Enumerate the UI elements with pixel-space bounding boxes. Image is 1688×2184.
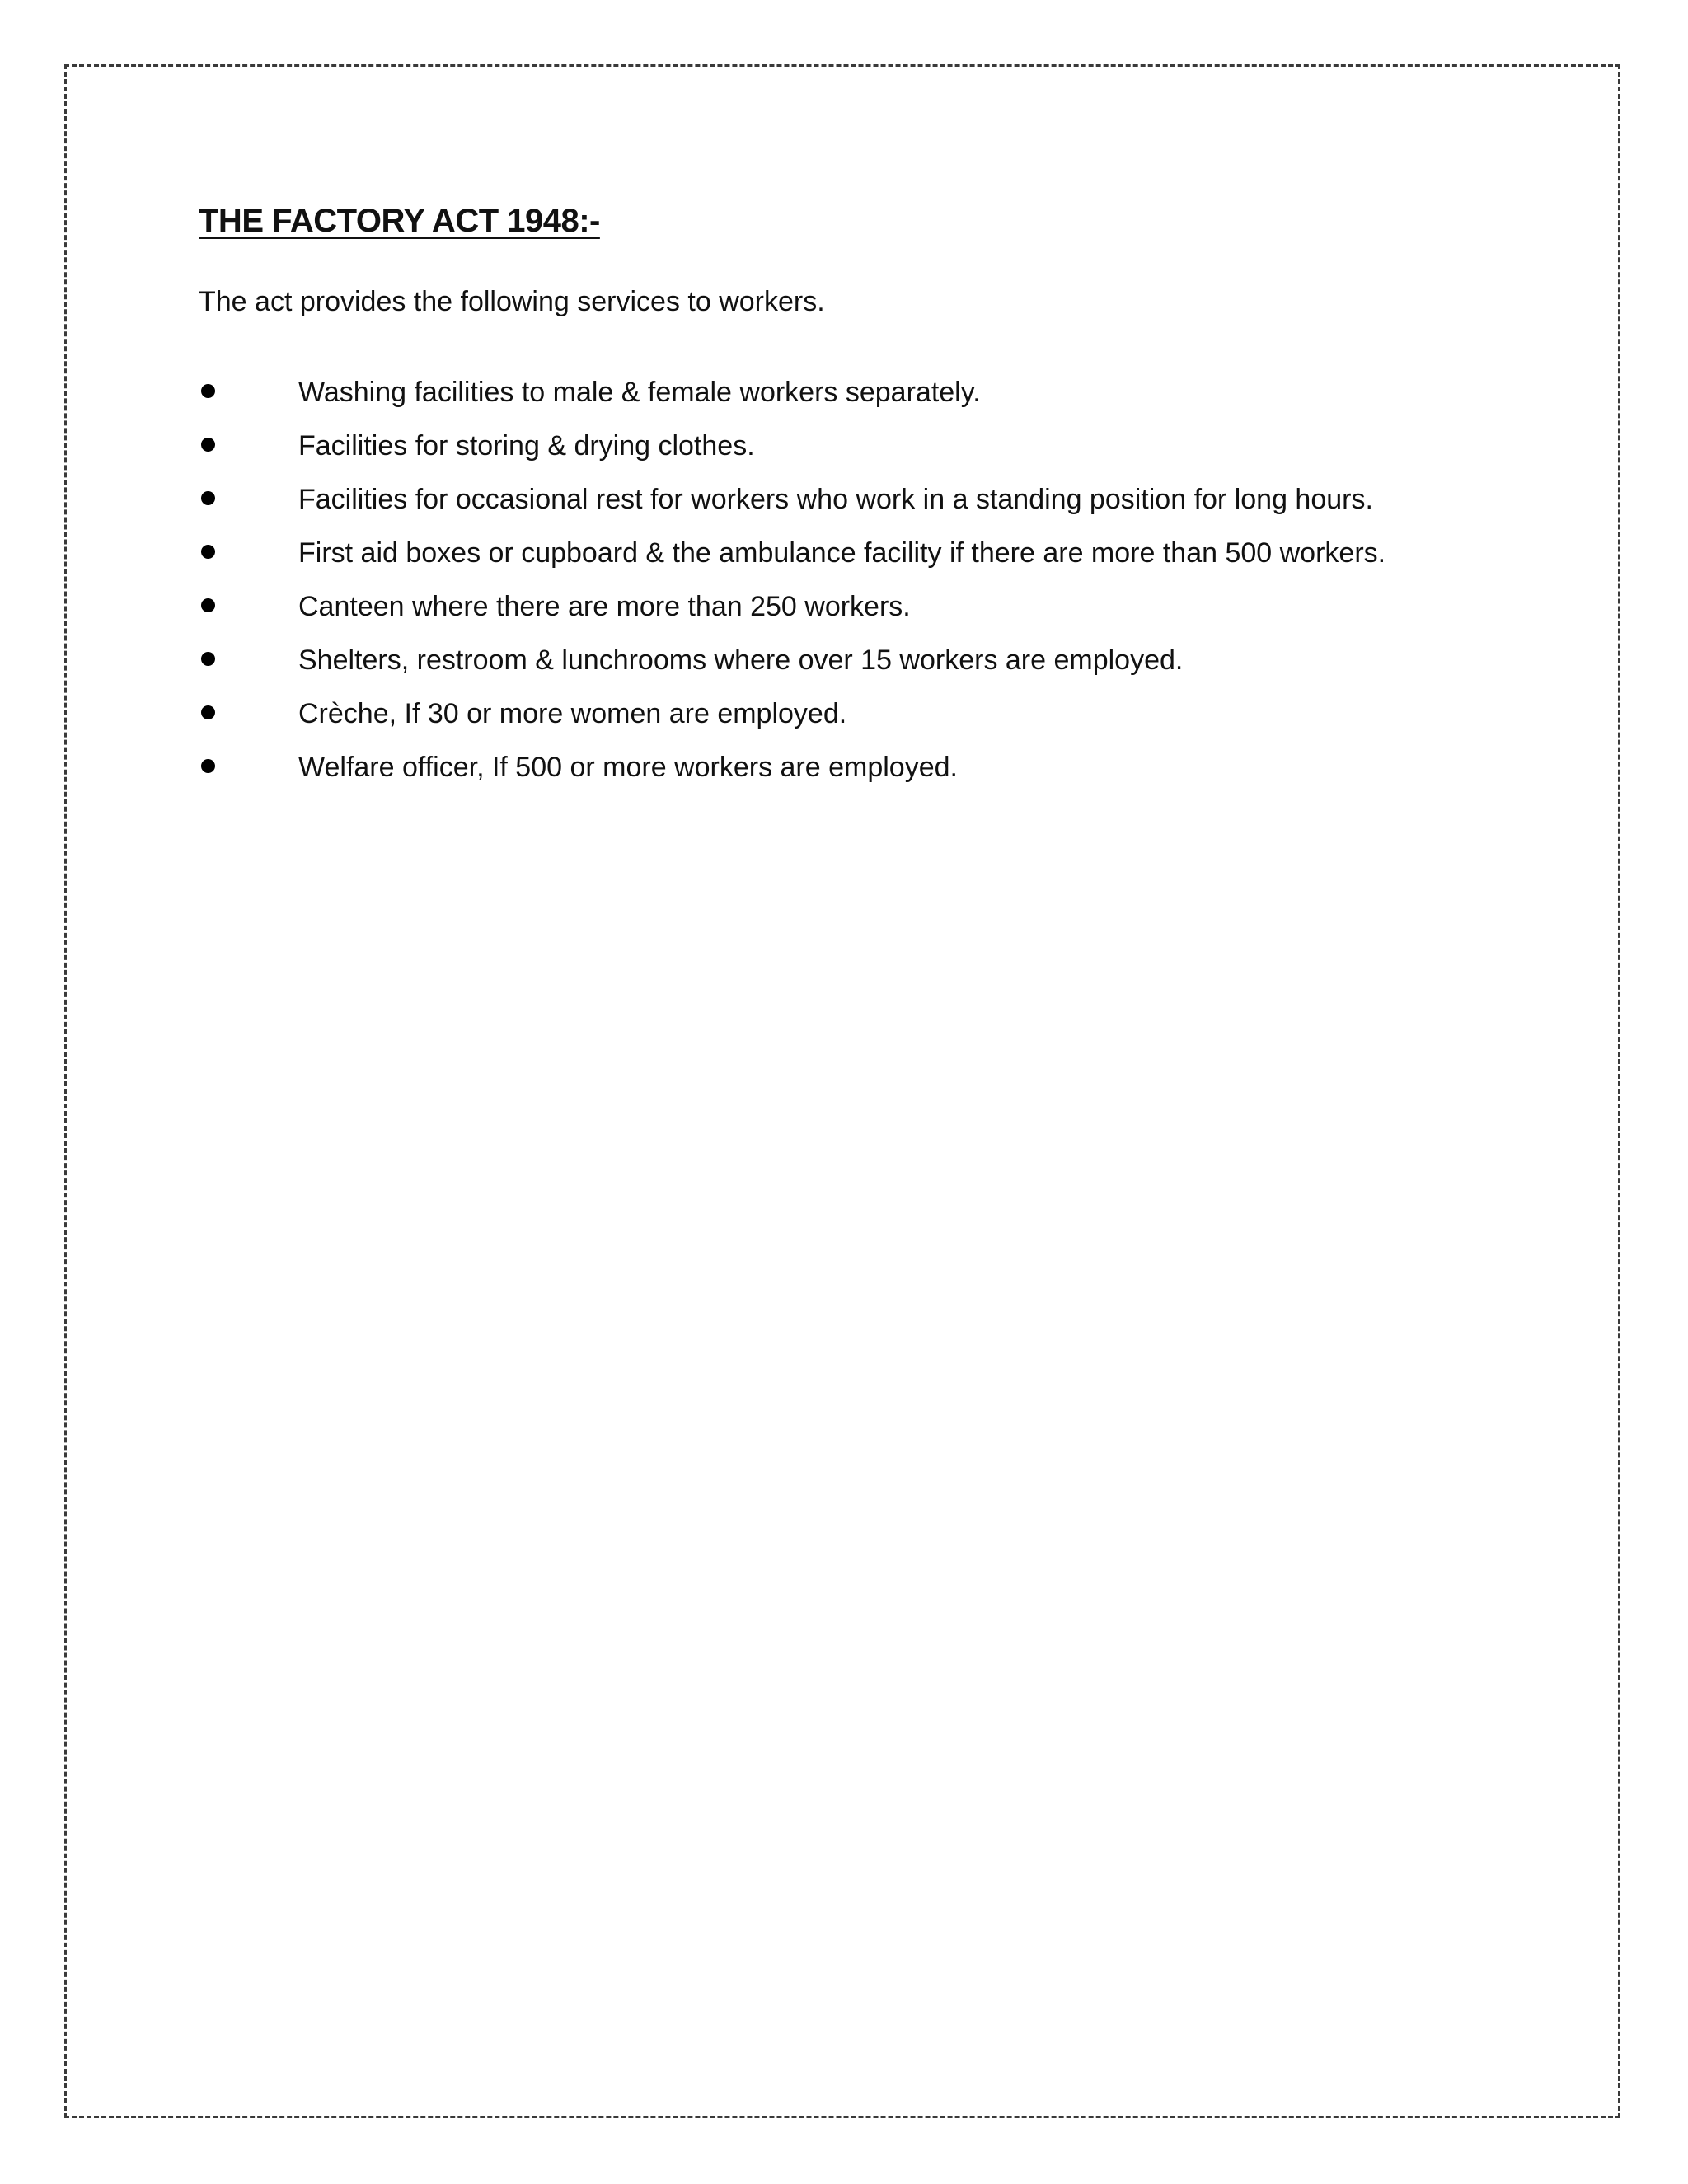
list-item-text: Canteen where there are more than 250 workers.	[298, 591, 911, 622]
bullet-icon	[201, 491, 215, 505]
services-list	[199, 374, 1550, 803]
list-item	[199, 749, 1550, 803]
list-item	[199, 374, 1550, 428]
bullet-icon	[201, 759, 215, 773]
list-item-text: Facilities for occasional rest for workers who work in a standing position for long hours.	[298, 484, 1373, 515]
list-item-text: Crèche, If 30 or more women are employed.	[298, 698, 847, 729]
list-item	[199, 642, 1550, 696]
document-body	[199, 198, 1550, 803]
bullet-icon	[201, 652, 215, 666]
intro-paragraph: The act provides the following services to workers.	[199, 286, 825, 317]
list-item	[199, 696, 1550, 749]
page-title: THE FACTORY ACT 1948:-	[199, 203, 600, 239]
bullet-icon	[201, 438, 215, 452]
bullet-icon	[201, 598, 215, 612]
list-item-text: Washing facilities to male & female workers separately.	[298, 377, 981, 408]
list-item	[199, 481, 1550, 535]
list-item	[199, 535, 1550, 588]
list-item	[199, 588, 1550, 642]
list-item-text: Facilities for storing & drying clothes.	[298, 430, 755, 462]
bullet-icon	[201, 545, 215, 559]
bullet-icon	[201, 384, 215, 398]
list-item-text: First aid boxes or cupboard & the ambulance facility if there are more than 500 workers.	[298, 537, 1386, 569]
list-item	[199, 428, 1550, 481]
bullet-icon	[201, 705, 215, 719]
list-item-text: Shelters, restroom & lunchrooms where over 15 workers are employed.	[298, 644, 1184, 676]
list-item-text: Welfare officer, If 500 or more workers are employed.	[298, 752, 958, 783]
